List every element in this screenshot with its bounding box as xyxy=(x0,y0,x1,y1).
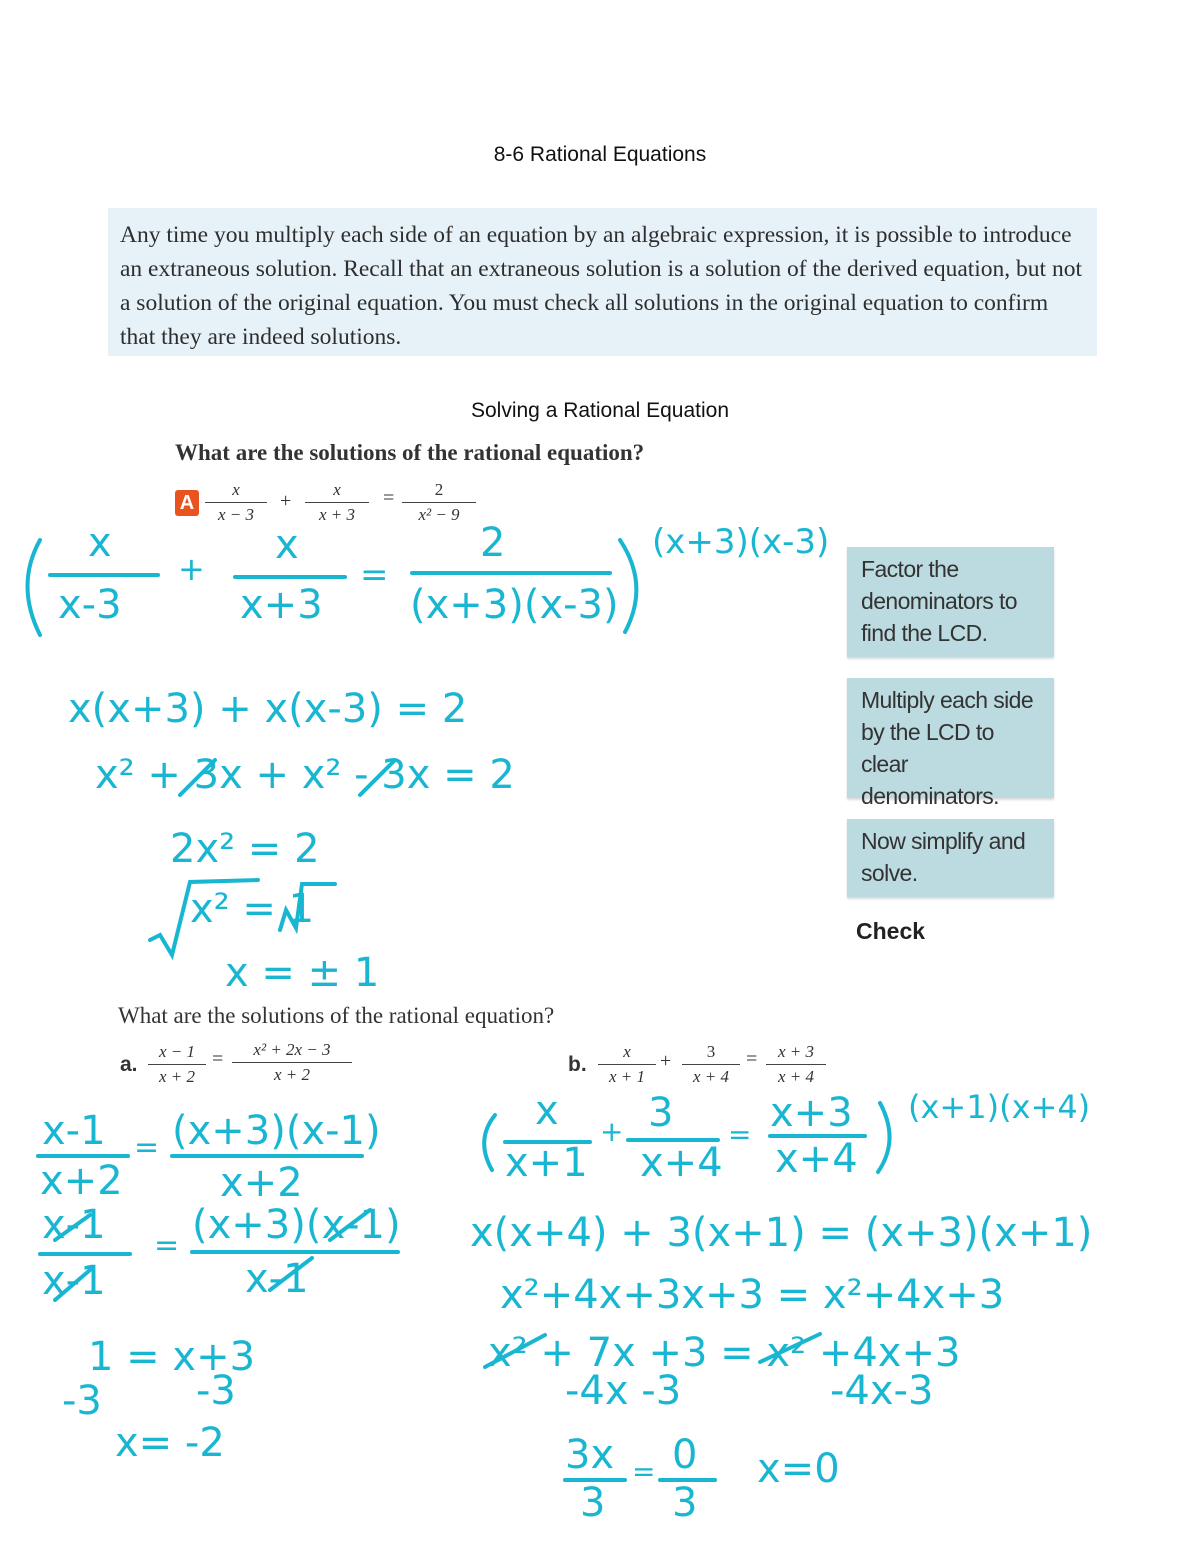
hw-pa-rnum1: (x+3)(x-1) xyxy=(172,1108,381,1154)
hw-pb-num1: x xyxy=(535,1088,559,1134)
hw-pa-lden2: x-1 xyxy=(42,1258,106,1304)
problem-a-term3-den: x² − 9 xyxy=(418,505,460,524)
hw-pb-line2: x(x+4) + 3(x+1) = (x+3)(x+1) xyxy=(470,1210,1093,1256)
part-b-label: b. xyxy=(568,1053,587,1076)
problem-a-term1-den: x − 3 xyxy=(217,505,255,524)
check-label: Check xyxy=(856,918,926,944)
problem-a-badge: A xyxy=(175,490,199,516)
hw-a1-line2: x(x+3) + x(x-3) = 2 xyxy=(68,686,468,732)
part-b-equals: = xyxy=(746,1048,758,1070)
part-b-term2-num: 3 xyxy=(706,1042,716,1061)
problem-a-equals: = xyxy=(383,487,395,509)
hw-a1-den3: (x+3)(x-3) xyxy=(410,582,619,628)
hw-pb-den2: x+4 xyxy=(640,1140,723,1186)
hw-a1-den1: x-3 xyxy=(58,582,122,628)
hw-pa-lden1: x+2 xyxy=(40,1158,123,1204)
hw-a1-line4: 2x² = 2 xyxy=(170,826,320,872)
page-title: 8-6 Rational Equations xyxy=(493,143,707,166)
part-b-term3-den: x + 4 xyxy=(777,1067,815,1086)
hw-pb-line4: x² + 7x +3 = x² +4x+3 xyxy=(488,1330,961,1376)
part-a-rhs-den: x + 2 xyxy=(273,1065,311,1084)
hw-pa-line3: 1 = x+3 xyxy=(88,1334,256,1380)
question-2: What are the solutions of the rational equation? xyxy=(118,1003,555,1028)
hw-pa-rden2: x-1 xyxy=(245,1256,309,1302)
hw-pb-line6-result: x=0 xyxy=(757,1446,840,1492)
hw-pa-eq1: = xyxy=(134,1130,160,1165)
hw-pb-line6-den: 3 xyxy=(580,1480,606,1526)
problem-a-term3-num: 2 xyxy=(434,480,444,499)
hw-pb-num2: 3 xyxy=(648,1090,674,1136)
part-b-term1-num: x xyxy=(623,1042,631,1061)
part-b-term2-den: x + 4 xyxy=(692,1067,730,1086)
problem-a-term2-num: x xyxy=(333,480,341,499)
hw-pa-lnum2: x-1 xyxy=(42,1202,106,1248)
part-a-lhs-den: x + 2 xyxy=(158,1067,196,1086)
hw-pa-line4a: -3 xyxy=(62,1378,102,1424)
hw-pb-line6-eq: = xyxy=(632,1455,656,1488)
step-box-factor: Factor the denominators to find the LCD. xyxy=(847,547,1054,657)
hw-a1-num1: x xyxy=(88,520,112,566)
hw-a1-line6: x = ± 1 xyxy=(225,950,380,996)
hw-pb-line5b: -4x-3 xyxy=(830,1368,934,1414)
hw-pb-close-paren xyxy=(878,1103,890,1172)
hw-a1-line3: x² + 3x + x² - 3x = 2 xyxy=(95,752,515,798)
part-a-lhs-num: x − 1 xyxy=(158,1042,196,1061)
part-a-equals: = xyxy=(212,1048,224,1070)
part-a-label: a. xyxy=(120,1053,138,1076)
hw-pb-plus: + xyxy=(600,1115,624,1148)
step-box-multiply: Multiply each side by the LCD to clear denominators. xyxy=(847,678,1054,798)
hw-a1-den2: x+3 xyxy=(240,582,323,628)
hw-pb-line3: x²+4x+3x+3 = x²+4x+3 xyxy=(500,1272,1005,1318)
problem-a-plus: + xyxy=(280,490,292,512)
extraneous-solution-note: Any time you multiply each side of an equation by an algebraic expression, it is possible to introduce an extraneous solution. Recall that an extraneous solution is a solution of the derived equation, but not a solution of the original equation. You must check all solutions in the original equation to confirm that they are indeed solutions. xyxy=(108,208,1097,356)
section-title: Solving a Rational Equation xyxy=(470,399,729,422)
hw-pa-line5: x= -2 xyxy=(115,1420,225,1466)
hw-a1-close-paren xyxy=(620,540,636,632)
hw-pb-lcd: (x+1)(x+4) xyxy=(908,1088,1091,1126)
hw-pb-line6-num: 3x xyxy=(565,1432,615,1478)
hw-pa-eq2: = xyxy=(154,1228,180,1263)
part-b-plus: + xyxy=(660,1050,672,1072)
problem-a-term1-num: x xyxy=(232,480,240,499)
hw-a1-plus: + xyxy=(178,550,205,588)
part-b-term3-num: x + 3 xyxy=(777,1042,815,1061)
hw-pa-line4b: -3 xyxy=(196,1368,236,1414)
hw-pa-lnum1: x-1 xyxy=(42,1108,106,1154)
part-a-rhs-num: x² + 2x − 3 xyxy=(253,1040,331,1059)
hw-a1-eq: = xyxy=(360,555,389,595)
problem-a-term2-den: x + 3 xyxy=(318,505,356,524)
hw-a1-num2: x xyxy=(275,522,299,568)
hw-pb-num3: x+3 xyxy=(770,1090,853,1136)
hw-pa-rden1: x+2 xyxy=(220,1160,303,1206)
hw-pb-den3: x+4 xyxy=(775,1136,858,1182)
hw-pb-open-paren xyxy=(484,1115,495,1170)
part-b-term1-den: x + 1 xyxy=(608,1067,646,1086)
hw-pa-rnum2: (x+3)(x-1) xyxy=(192,1202,401,1248)
hw-a1-line5: x² = 1 xyxy=(190,886,315,932)
hw-pb-line5a: -4x -3 xyxy=(565,1368,682,1414)
hw-a1-num3: 2 xyxy=(480,520,506,566)
hw-a1-lcd: (x+3)(x-3) xyxy=(652,522,830,562)
hw-pb-line6-rden: 3 xyxy=(672,1480,698,1526)
hw-a1-open-paren xyxy=(28,540,41,635)
hw-pb-den1: x+1 xyxy=(505,1140,588,1186)
question-1: What are the solutions of the rational equation? xyxy=(175,440,645,465)
hw-pb-eq: = xyxy=(728,1118,752,1151)
step-box-simplify: Now simplify and solve. xyxy=(847,819,1054,897)
hw-pb-line6-rnum: 0 xyxy=(672,1432,698,1478)
